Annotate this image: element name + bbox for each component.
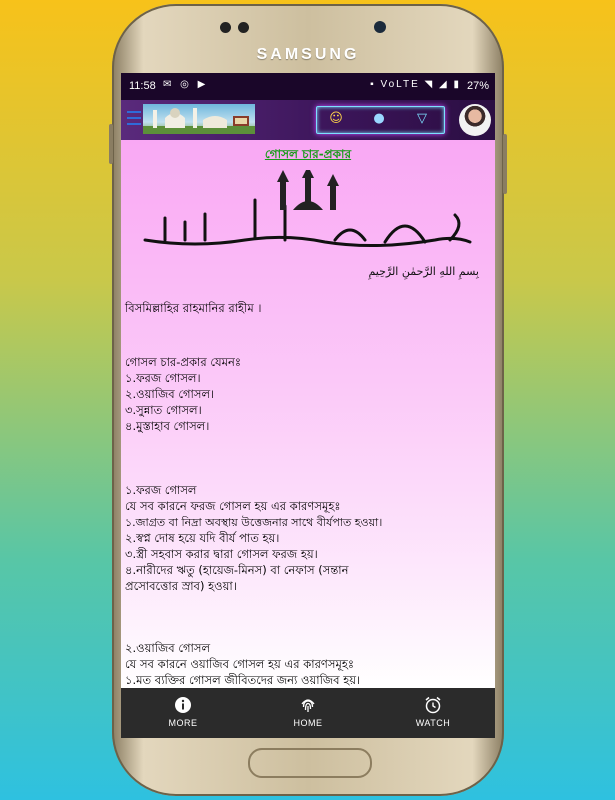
content-line: ১.জাগ্রত বা নিদ্রা অবস্থায় উত্তেজনার সাথে বীর্যপাত হওয়া। [125,516,383,529]
content-line: ৩.স্ত্রী সহবাস করার দ্বারা গোসল ফরজ হয়। [125,547,318,561]
content-line: ২.স্বপ্ন দোষ হয়ে যদি বীর্য পাত হয়। [125,531,280,545]
bismillah-calligraphy-image [135,170,480,255]
nav-home[interactable] [246,688,370,738]
hamburger-icon[interactable] [127,111,141,129]
content-line: যে সব কারনে ওয়াজিব গোসল হয় এর কারণসমূহঃ [125,657,355,671]
home-button[interactable] [248,748,372,778]
content-line: ৪.নারীদের ঋতু (হায়েজ-মিনস) বা নেফাস (সন্তান [125,563,349,577]
status-bar [121,73,495,100]
arabic-bismillah: بِسمِ اللهِ الرَّحمٰنِ الرَّحِيمِ [368,265,479,278]
content-line: ১.ফরজ গোসল। [125,371,201,385]
nav-watch[interactable] [371,688,495,738]
content-line: ১.মত ব্যক্তির গোসল জীবিতদের জন্য ওয়াজিব হয়। [125,673,361,687]
alarm-clock-icon [424,696,442,714]
page-title-link[interactable]: গোসল চার-প্রকার [264,147,352,161]
nav-watch-label: WATCH [415,718,451,728]
avatar[interactable] [459,104,491,136]
neon-toolbar [316,106,445,134]
notification-icons: ✉ ◎ ▶ [163,79,209,90]
bottom-nav [121,688,495,738]
content-line: প্রসোবত্তোর স্রাব) হওয়া। [125,579,237,593]
front-camera [374,21,386,33]
content-line: ৩.সুন্নাত গোসল। [125,403,202,417]
nav-home-label: HOME [293,718,323,728]
status-time: 11:58 [129,80,156,92]
triangle-icon[interactable]: ▽ [417,111,427,126]
mosque-banner-image [143,104,255,134]
app-bar [121,100,495,140]
smiley-icon[interactable]: ☺ [329,111,343,126]
light-sensor [238,22,249,33]
bomb-icon[interactable]: ● [373,111,385,126]
info-icon [174,696,192,714]
content-line: যে সব কারনে ফরজ গোসল হয় এর কারণসমূহঃ [125,499,341,513]
brand-logo: SAMSUNG [256,46,360,63]
content-line: ২.ওয়াজিব গোসল। [125,387,215,401]
signal-icons: ▪ VoLTE ◥ ◢ ▮ [370,79,461,90]
phone-frame [112,4,504,796]
nav-more-label: MORE [168,718,198,728]
screen [121,73,495,738]
power-key[interactable] [109,124,113,164]
nav-more[interactable] [121,688,245,738]
article-content [121,140,495,688]
content-line: বিসমিল্লাহির রাহমানির রাহীম । [125,301,262,315]
content-line: গোসল চার-প্রকার যেমনঃ [125,355,241,369]
volume-key[interactable] [503,134,507,194]
content-line: ১.ফরজ গোসল [125,483,197,497]
battery-level: 27% [466,80,489,92]
proximity-sensor [220,22,231,33]
content-line: ২.ওয়াজিব গোসল [125,641,211,655]
fingerprint-icon [299,696,317,714]
content-line: ৪.মুস্তাহাব গোসল। [125,419,210,433]
